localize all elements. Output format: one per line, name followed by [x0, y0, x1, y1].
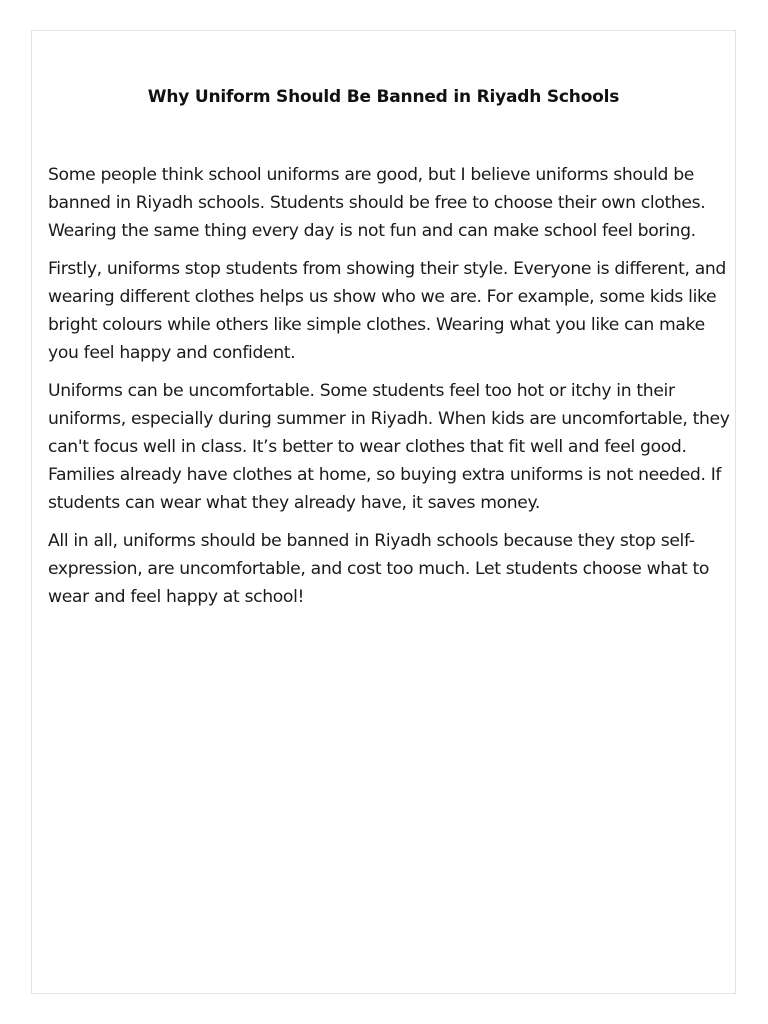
document-body — [48, 161, 733, 621]
paragraph-self-expression: Firstly, uniforms stop students from showing their style. Everyone is different, and wearing different clothes helps us show who we are. For example, some kids like bright colours while others like simple clothes. Wearing what you like can make you feel happy and confident. — [48, 259, 726, 363]
paragraph-comfort-and-cost: Uniforms can be uncomfortable. Some students feel too hot or itchy in their uniforms, especially during summer in Riyadh. When kids are uncomfortable, they can't focus well in class. It’s better to wear clothes that fit well and feel good. Families already have clothes at home, so buying extra uniforms is not needed. If students can wear what they already have, it saves money. — [48, 381, 730, 513]
document-page — [31, 30, 736, 994]
document-title: Why Uniform Should Be Banned in Riyadh Schools — [147, 87, 620, 107]
paragraph-introduction: Some people think school uniforms are good, but I believe uniforms should be banned in Riyadh schools. Students should be free to choose their own clothes. Wearing the same thing every day is not fun and can make school feel boring. — [48, 165, 706, 241]
paragraph-conclusion: All in all, uniforms should be banned in Riyadh schools because they stop self-expression, are uncomfortable, and cost too much. Let students choose what to wear and feel happy at school! — [48, 531, 710, 607]
